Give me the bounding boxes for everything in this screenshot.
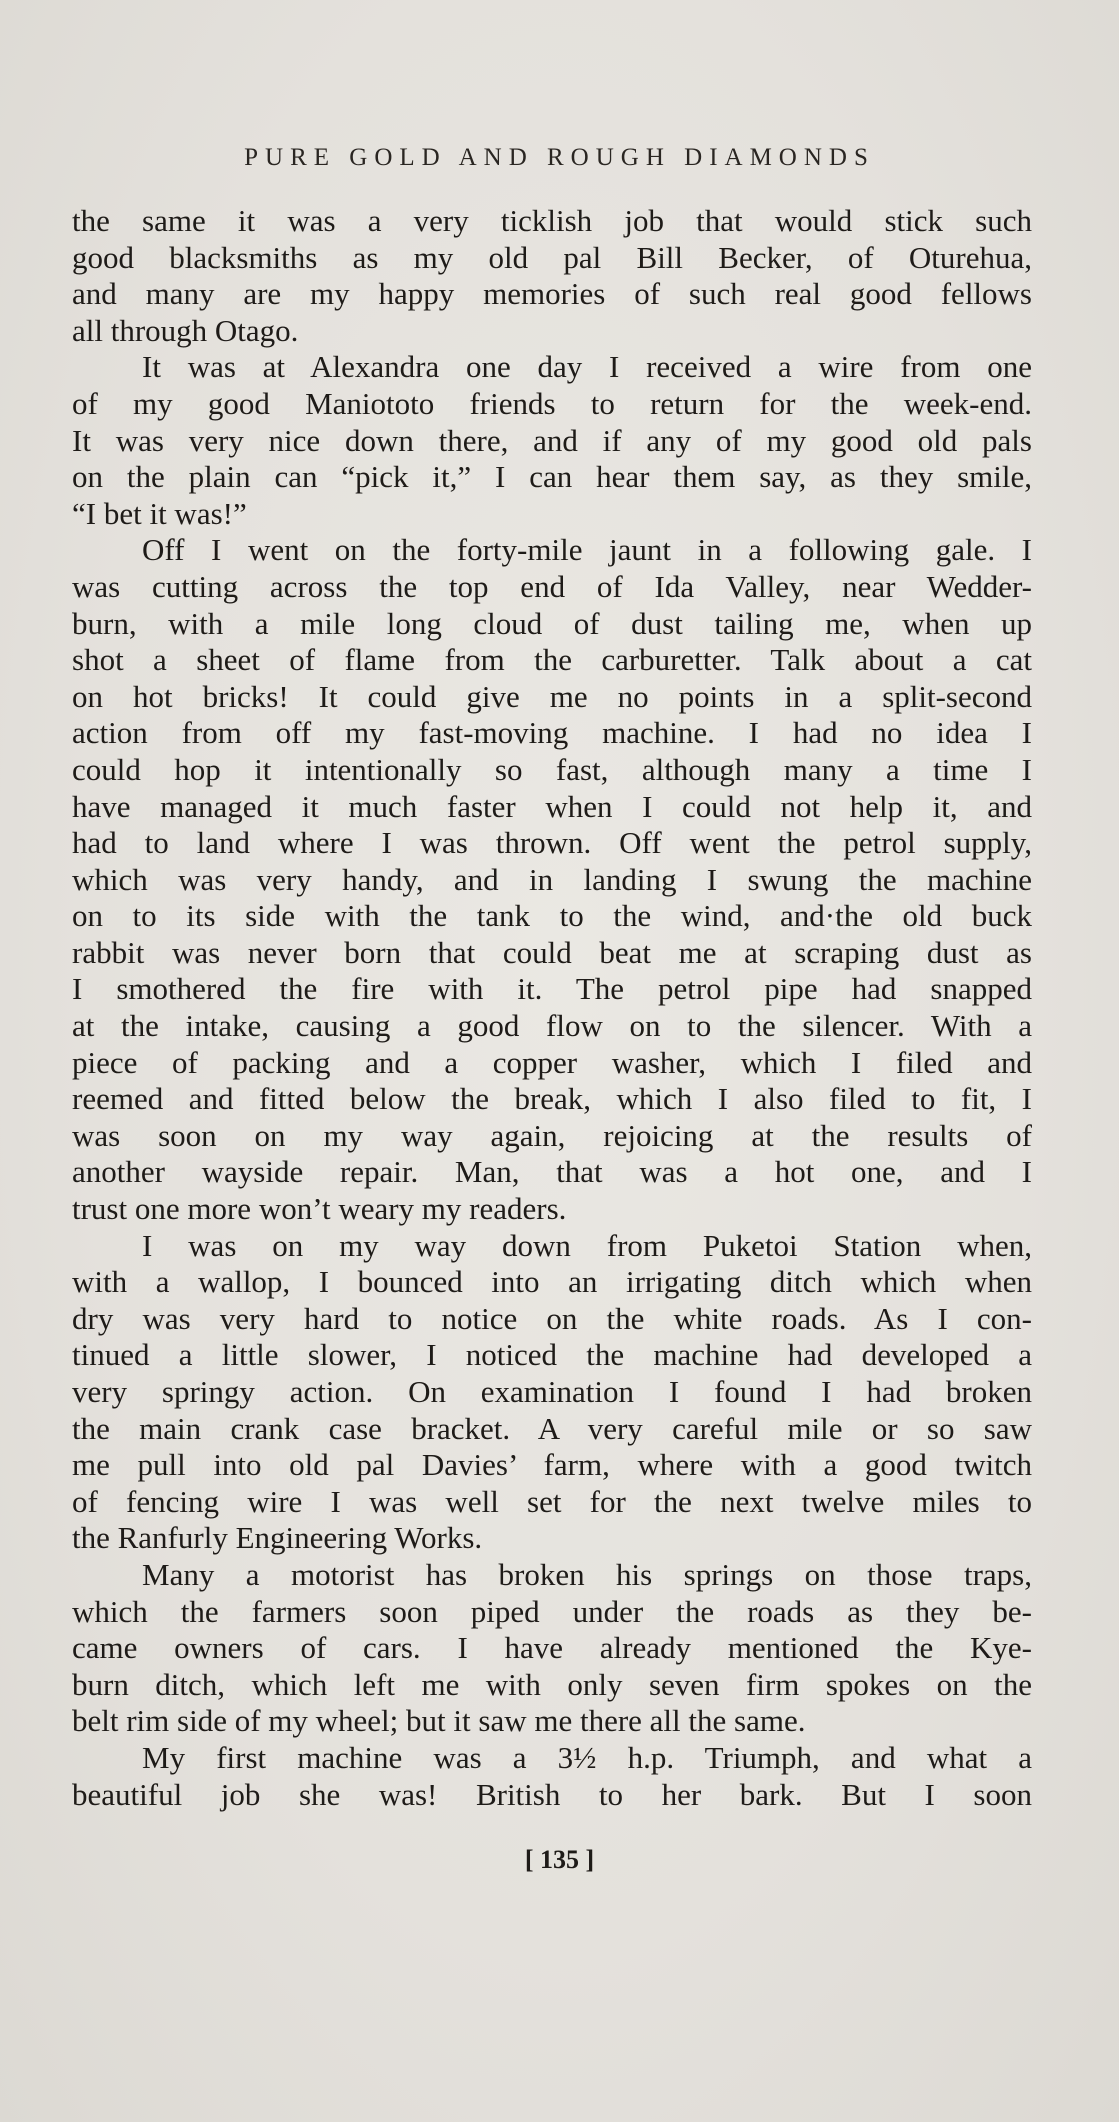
page-number: [ 135 ] [524, 1845, 595, 1874]
text-line: the main crank case bracket. A very careful mile or so saw [72, 1410, 1032, 1446]
text-line: trust one more won’t weary my readers. [72, 1191, 567, 1227]
text-line: with a wallop, I bounced into an irrigating ditch which when [72, 1264, 1032, 1300]
text-line: Off I went on the forty-mile jaunt in a following gale. I [142, 532, 1032, 568]
text-line: “I bet it was!” [72, 495, 247, 531]
body-text [72, 203, 1032, 1813]
text-line: all through Otago. [72, 312, 299, 348]
text-line: action from off my fast-moving machine. I had no idea I [72, 715, 1032, 751]
text-line: on hot bricks! It could give me no points in a split-second [72, 678, 1032, 714]
text-line: came owners of cars. I have already mentioned the Kye- [72, 1630, 1032, 1666]
text-line: very springy action. On examination I found I had broken [72, 1374, 1032, 1409]
text-line: the same it was a very ticklish job that would stick such [72, 203, 1032, 238]
text-line: It was very nice down there, and if any of my good old pals [72, 422, 1032, 458]
text-line: dry was very hard to notice on the white roads. As I con- [72, 1300, 1032, 1336]
text-line: had to land where I was thrown. Off went the petrol supply, [72, 825, 1032, 861]
text-line: on the plain can “pick it,” I can hear them say, as they smile, [72, 459, 1032, 495]
text-line: shot a sheet of flame from the carburetter. Talk about a cat [72, 642, 1032, 678]
text-line: I smothered the fire with it. The petrol pipe had snapped [72, 971, 1032, 1007]
text-line: and many are my happy memories of such real good fellows [72, 276, 1032, 312]
text-line: of my good Maniototo friends to return for the week-end. [72, 385, 1032, 421]
text-line: burn ditch, which left me with only seven firm spokes on the [72, 1666, 1032, 1702]
text-line: could hop it intentionally so fast, although many a time I [72, 751, 1032, 787]
text-line: was soon on my way again, rejoicing at the results of [72, 1117, 1032, 1153]
text-line: me pull into old pal Davies’ farm, where with a good twitch [72, 1447, 1032, 1483]
text-line: I was on my way down from Puketoi Station when, [142, 1227, 1032, 1263]
text-line: Many a motorist has broken his springs on those traps, [142, 1556, 1032, 1592]
text-line: good blacksmiths as my old pal Bill Becker, of Oturehua, [72, 239, 1032, 275]
text-line: which the farmers soon piped under the roads as they be- [72, 1593, 1032, 1629]
text-line: belt rim side of my wheel; but it saw me there all the same. [72, 1703, 806, 1739]
text-line: burn, with a mile long cloud of dust tailing me, when up [72, 605, 1032, 641]
text-line: which was very handy, and in landing I swung the machine [72, 861, 1032, 897]
text-line: rabbit was never born that could beat me at scraping dust as [72, 934, 1032, 970]
text-line: at the intake, causing a good flow on to the silencer. With a [72, 1008, 1032, 1044]
text-line: was cutting across the top end of Ida Valley, near Wedder- [72, 568, 1032, 604]
text-line: My first machine was a 3½ h.p. Triumph, and what a [142, 1739, 1032, 1775]
text-line: reemed and fitted below the break, which I also filed to fit, I [72, 1081, 1032, 1117]
text-line: beautiful job she was! British to her bark. But I soon [72, 1776, 1032, 1812]
text-line: another wayside repair. Man, that was a hot one, and I [72, 1154, 1032, 1190]
text-line: tinued a little slower, I noticed the machine had developed a [72, 1337, 1032, 1373]
running-head: PURE GOLD AND ROUGH DIAMONDS [244, 144, 875, 171]
text-line: have managed it much faster when I could not help it, and [72, 788, 1032, 824]
text-line: the Ranfurly Engineering Works. [72, 1520, 483, 1556]
text-line: of fencing wire I was well set for the next twelve miles to [72, 1483, 1032, 1519]
text-line: It was at Alexandra one day I received a wire from one [142, 349, 1032, 385]
text-line: on to its side with the tank to the wind, and·the old buck [72, 898, 1032, 934]
text-line: piece of packing and a copper washer, which I filed and [72, 1044, 1032, 1080]
